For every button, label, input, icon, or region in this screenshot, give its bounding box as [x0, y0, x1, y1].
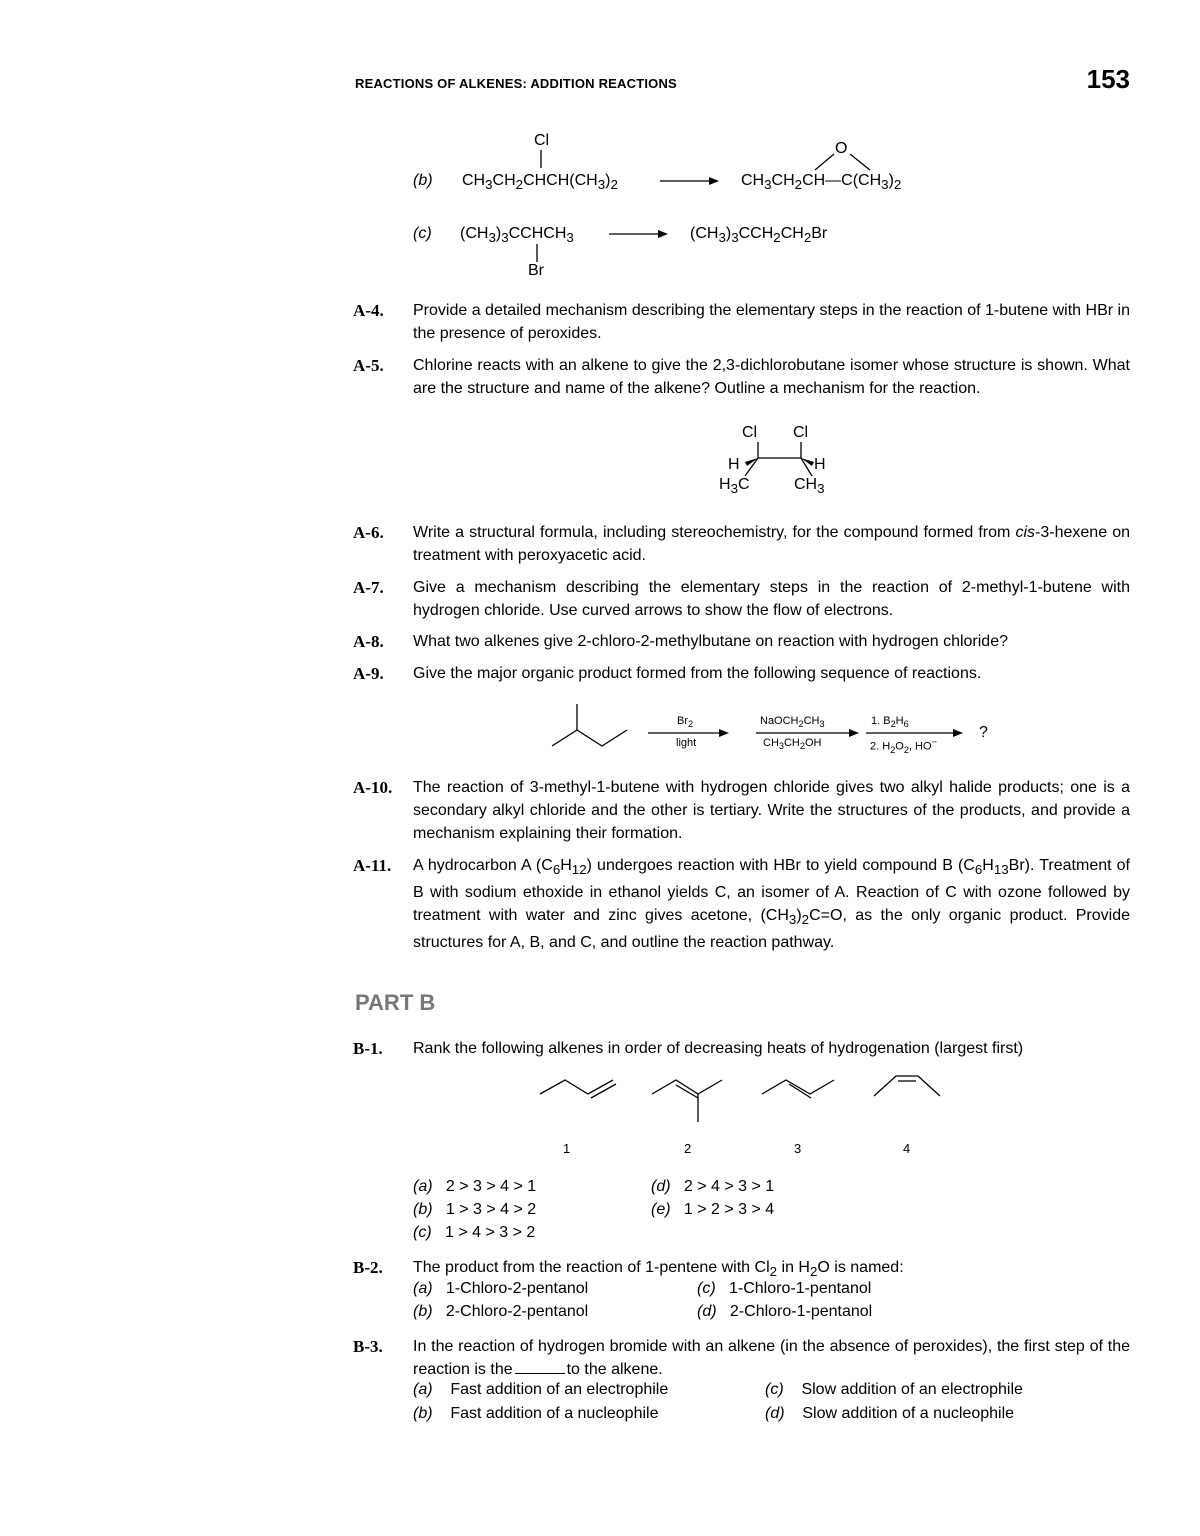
rxn-c-product: $(CH_3)_3CCH_2CH_2Br$	[690, 225, 828, 246]
a5-h-left: H	[728, 456, 740, 473]
alkene-number: 3	[794, 1141, 802, 1156]
answer-option[interactable]: (e) 1 > 2 > 3 > 4	[651, 1201, 775, 1218]
rxn-c-label: (c)	[413, 225, 432, 242]
answer-option[interactable]: (b) Fast addition of a nucleophile	[413, 1405, 659, 1422]
question-number: A-11.	[353, 856, 392, 875]
a9-step2-reagent: $NaOCH_2CH_3$	[760, 715, 825, 730]
question-number: B-3.	[353, 1337, 383, 1356]
wedge-left	[745, 458, 758, 466]
answer-option[interactable]: (a) 1-Chloro-2-pentanol	[413, 1280, 589, 1297]
question-text: Write a structural formula, including stereochemistry, for the compound formed from cis-3-hexene on treatment with peroxyacetic acid.	[413, 524, 1130, 564]
question-text: The reaction of 3-methyl-1-butene with hydrogen chloride gives two alkyl halide products; one is a secondary alkyl chloride and the other is tertiary. Write the structures of the products, and provide a mechanism explaining their formation.	[413, 779, 1130, 842]
rxn-b-reactant: $CH_3CH_2CHCH(CH_3)_2$	[462, 172, 618, 193]
epoxide-right-bond	[850, 154, 870, 170]
question-number: A-6.	[353, 523, 384, 542]
answer-option[interactable]: (d) Slow addition of a nucleophile	[765, 1405, 1015, 1422]
question-text: Chlorine reacts with an alkene to give the 2,3-dichlorobutane isomer whose structure is shown. What are the structure and name of the alkene? Outline a mechanism for the reaction.	[413, 357, 1130, 397]
alkene-number: 4	[903, 1141, 911, 1156]
a9-product-unknown: ?	[979, 724, 988, 741]
a5-cl-right: Cl	[793, 424, 809, 441]
rxn-c-br: Br	[528, 262, 544, 279]
a9-step1-reagent: $Br_2$	[677, 715, 694, 730]
question-text: What two alkenes give 2-chloro-2-methylbutane on reaction with hydrogen chloride?	[413, 633, 1008, 650]
section-heading: PART B	[355, 990, 436, 1015]
alkene-1-double	[591, 1084, 616, 1098]
rxn-b-product: $CH_3CH_2CH—C(CH_3)_2$	[741, 172, 902, 193]
answer-option[interactable]: (b) 1 > 3 > 4 > 2	[413, 1201, 537, 1218]
a5-methyl-left: $H_3C$	[719, 476, 750, 497]
rxn-b-epoxide-o: O	[835, 140, 848, 157]
answer-option[interactable]: (c) 1-Chloro-1-pentanol	[697, 1280, 872, 1297]
alkene-number: 1	[563, 1141, 571, 1156]
answer-option[interactable]: (a) Fast addition of an electrophile	[413, 1381, 669, 1398]
question-number: A-7.	[353, 578, 384, 597]
alkene-4-skeleton	[874, 1076, 940, 1096]
alkene-3-skeleton	[762, 1080, 834, 1094]
arrow-c-head	[658, 230, 668, 238]
answer-option[interactable]: (d) 2-Chloro-1-pentanol	[697, 1303, 873, 1320]
question-text: In the reaction of hydrogen bromide with an alkene (in the absence of peroxides), the first step of the reaction is the to the alkene.	[413, 1338, 1130, 1378]
alkene-3-double	[789, 1084, 811, 1098]
a5-h-right: H	[814, 456, 826, 473]
question-text: Provide a detailed mechanism describing the elementary steps in the reaction of 1-butene with HBr in the presence of peroxides.	[413, 302, 1130, 342]
arrow-b-head	[709, 177, 719, 185]
a5-methyl-right: $CH_3$	[794, 476, 825, 497]
a9-step3-reagent: 1. $B_2H_6$	[871, 715, 909, 730]
rxn-b-cl: Cl	[534, 132, 550, 149]
answer-option[interactable]: (c) 1 > 4 > 3 > 2	[413, 1224, 536, 1241]
rxn-b-label: (b)	[413, 172, 433, 189]
page-number: 153	[1086, 64, 1130, 94]
a9-arrow1-head	[719, 729, 729, 737]
question-number: A-8.	[353, 632, 384, 651]
answer-option[interactable]: (d) 2 > 4 > 3 > 1	[651, 1178, 775, 1195]
a9-arrow3-head	[953, 729, 963, 737]
question-number: B-2.	[353, 1258, 383, 1277]
question-number: A-9.	[353, 664, 384, 683]
question-number: A-10.	[353, 778, 393, 797]
question-number: A-4.	[353, 301, 384, 320]
question-text: A hydrocarbon A $(C_6H_{12})$ undergoes reaction with HBr to yield compound B $(C_6H_{13}Br)$. Treatment of B with sodium ethoxide in ethanol yields C, an isomer of A. Reaction of C with ozone followed by treatment with water and zinc gives acetone, $(CH_3)_2C=O$, as the only organic product. Provide structures for A, B, and C, and outline the reaction pathway.	[413, 857, 1131, 952]
answer-option[interactable]: (b) 2-Chloro-2-pentanol	[413, 1303, 589, 1320]
a9-step3-workup: 2. $H_2O_2$, HO−	[870, 737, 937, 755]
a5-cl-left: Cl	[742, 424, 758, 441]
a9-skeleton	[552, 730, 627, 746]
a9-arrow2-head	[849, 729, 859, 737]
answer-option[interactable]: (a) 2 > 3 > 4 > 1	[413, 1178, 537, 1195]
question-text: Rank the following alkenes in order of decreasing heats of hydrogenation (largest first)	[413, 1040, 1024, 1057]
a9-step1-condition: light	[676, 737, 697, 749]
rxn-c-reactant: $(CH_3)_3CCHCH_3$	[460, 225, 574, 246]
a9-step2-solvent: $CH_3CH_2OH$	[763, 737, 822, 752]
answer-option[interactable]: (c) Slow addition of an electrophile	[765, 1381, 1023, 1398]
alkene-number: 2	[684, 1141, 692, 1156]
question-text: The product from the reaction of 1-pentene with $Cl_2$ in $H_2O$ is named:	[413, 1259, 904, 1280]
fill-in-blank[interactable]	[515, 1373, 565, 1374]
question-number: B-1.	[353, 1039, 383, 1058]
question-text: Give a mechanism describing the elementary steps in the reaction of 2-methyl-1-butene with hydrogen chloride. Use curved arrows to show the flow of electrons.	[413, 579, 1130, 619]
running-header: REACTIONS OF ALKENES: ADDITION REACTIONS	[355, 76, 677, 91]
epoxide-left-bond	[815, 154, 834, 170]
question-text: Give the major organic product formed from the following sequence of reactions.	[413, 665, 982, 682]
question-number: A-5.	[353, 356, 384, 375]
